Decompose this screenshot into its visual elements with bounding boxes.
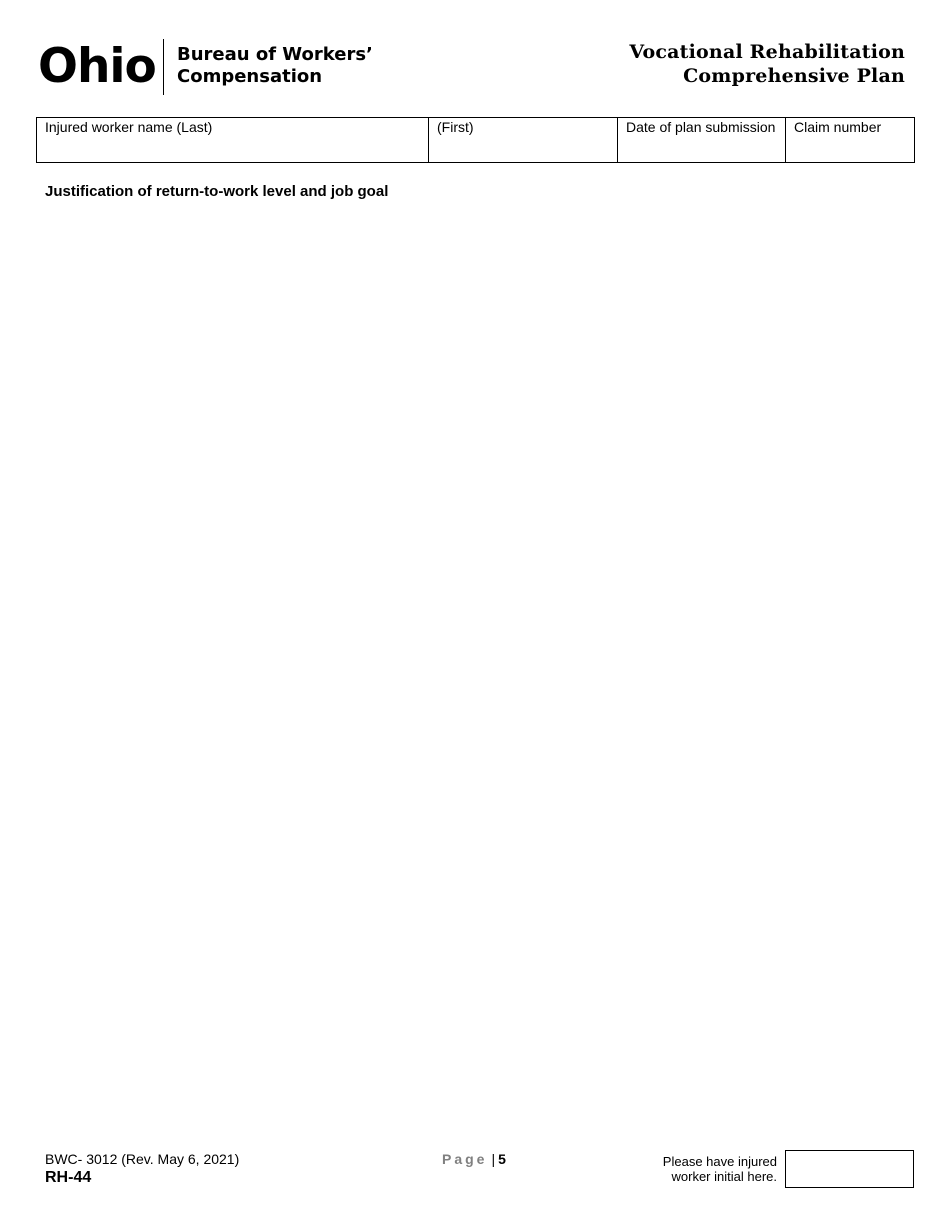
- form-title: [629, 40, 905, 88]
- logo-agency-name: [177, 44, 373, 88]
- form-code: RH-44: [45, 1169, 92, 1186]
- worker-initial-box[interactable]: [785, 1150, 914, 1188]
- justification-text-area[interactable]: [45, 210, 913, 1130]
- claim-number-label: Claim number: [794, 119, 882, 135]
- form-title-line1: Vocational Rehabilitation: [629, 41, 905, 63]
- form-number: BWC- 3012 (Rev. May 6, 2021): [45, 1151, 240, 1167]
- last-name-field[interactable]: [37, 118, 429, 163]
- worker-info-row: [37, 118, 915, 163]
- initial-instruction: [663, 1154, 777, 1184]
- page-label: Page: [442, 1151, 488, 1167]
- page-separator: |: [491, 1151, 496, 1167]
- first-name-label: (First): [437, 119, 474, 135]
- initial-instruction-line1: Please have injured: [662, 1154, 777, 1169]
- justification-heading: Justification of return-to-work level and job goal: [45, 183, 389, 200]
- claim-number-field[interactable]: [786, 118, 915, 163]
- initial-instruction-line2: worker initial here.: [671, 1169, 777, 1184]
- plan-submission-date-label: Date of plan submission: [626, 119, 776, 135]
- page-number: 5: [498, 1151, 506, 1167]
- first-name-field[interactable]: [429, 118, 618, 163]
- logo-agency-line2: Compensation: [177, 66, 323, 87]
- worker-info-table: [36, 117, 915, 163]
- form-title-line2: Comprehensive Plan: [683, 65, 905, 87]
- logo-divider: [163, 39, 164, 95]
- logo-agency-line1: Bureau of Workers’: [177, 44, 373, 65]
- plan-submission-date-field[interactable]: [618, 118, 786, 163]
- last-name-label: Injured worker name (Last): [45, 119, 213, 135]
- logo-ohio-wordmark: Ohio: [38, 39, 156, 94]
- page-indicator: [442, 1151, 506, 1168]
